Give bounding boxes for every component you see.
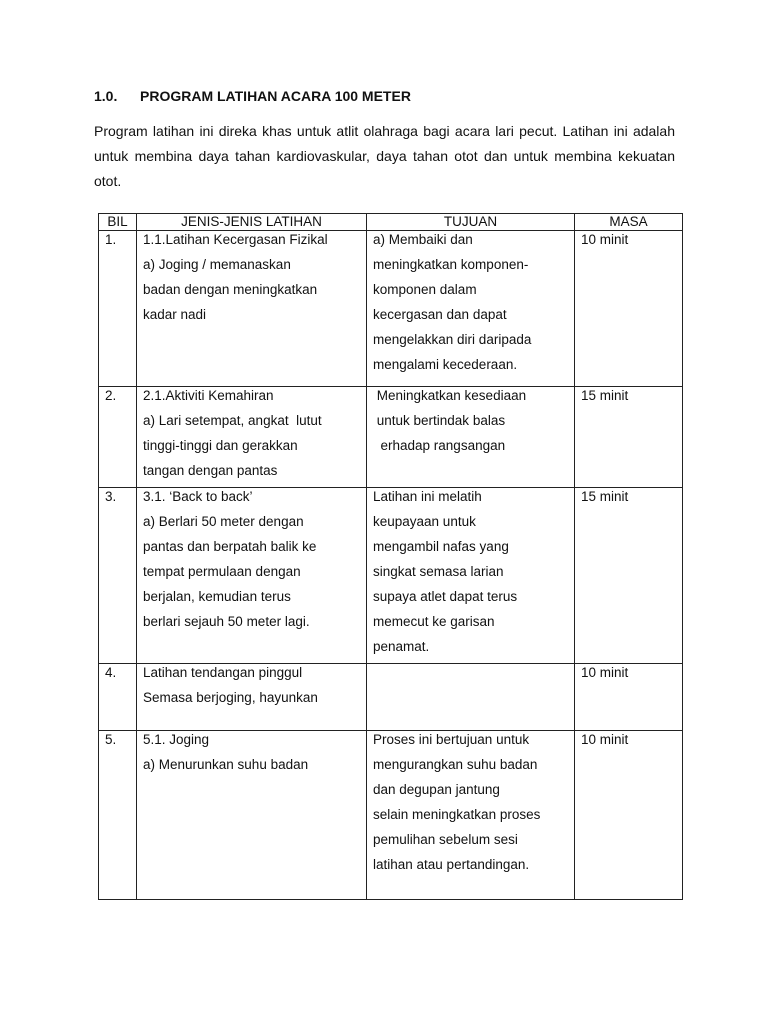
tujuan-line: penamat. xyxy=(373,639,430,654)
tujuan-line: pemulihan sebelum sesi xyxy=(373,832,518,847)
bil-number: 4. xyxy=(105,665,117,680)
jenis-line: kadar nadi xyxy=(143,307,207,322)
cell-bil xyxy=(99,664,137,731)
tujuan-line: kecergasan dan dapat xyxy=(373,307,507,322)
jenis-line: 1.1.Latihan Kecergasan Fizikal xyxy=(143,232,328,247)
cell-tujuan xyxy=(367,387,575,488)
jenis-line: Semasa berjoging, hayunkan xyxy=(143,690,318,705)
jenis-line: 2.1.Aktiviti Kemahiran xyxy=(143,388,274,403)
table-row xyxy=(99,731,683,900)
tujuan-line: mengelakkan diri daripada xyxy=(373,332,532,347)
jenis-line: pantas dan berpatah balik ke xyxy=(143,539,317,554)
tujuan-line: dan degupan jantung xyxy=(373,782,500,797)
tujuan-line: erhadap rangsangan xyxy=(373,438,506,453)
cell-tujuan xyxy=(367,731,575,900)
masa-duration: 10 minit xyxy=(581,732,629,747)
jenis-line: berlari sejauh 50 meter lagi. xyxy=(143,614,310,629)
tujuan-line: Proses ini bertujuan untuk xyxy=(373,732,530,747)
bil-number: 5. xyxy=(105,732,117,747)
table-row xyxy=(99,231,683,387)
tujuan-line: komponen dalam xyxy=(373,282,477,297)
jenis-line: 5.1. Joging xyxy=(143,732,210,747)
cell-tujuan xyxy=(367,231,575,387)
jenis-line: badan dengan meningkatkan xyxy=(143,282,318,297)
tujuan-line: latihan atau pertandingan. xyxy=(373,857,530,872)
jenis-line: a) Joging / memanaskan xyxy=(143,257,291,272)
cell-masa xyxy=(575,387,683,488)
tujuan-line: memecut ke garisan xyxy=(373,614,495,629)
jenis-line: Latihan tendangan pinggul xyxy=(143,665,303,680)
cell-masa xyxy=(575,488,683,664)
table-row xyxy=(99,488,683,664)
jenis-line: a) Lari setempat, angkat lutut xyxy=(143,413,322,428)
tujuan-line: mengurangkan suhu badan xyxy=(373,757,538,772)
table-row xyxy=(99,664,683,731)
cell-jenis xyxy=(137,731,367,900)
jenis-line: a) Berlari 50 meter dengan xyxy=(143,514,304,529)
intro-paragraph: Program latihan ini direka khas untuk atlit olahraga bagi acara lari pecut. Latihan ini adalah untuk membina daya tahan kardiovaskular, daya tahan otot dan untuk membina kekuatan otot. xyxy=(94,123,675,189)
masa-duration: 10 minit xyxy=(581,232,629,247)
section-title: PROGRAM LATIHAN ACARA 100 METER xyxy=(140,88,411,104)
cell-tujuan xyxy=(367,664,575,731)
cell-bil xyxy=(99,731,137,900)
cell-masa xyxy=(575,231,683,387)
cell-masa xyxy=(575,664,683,731)
tujuan-line: supaya atlet dapat terus xyxy=(373,589,518,604)
tujuan-line: Latihan ini melatih xyxy=(373,489,482,504)
jenis-line: 3.1. ‘Back to back’ xyxy=(143,489,253,504)
cell-masa xyxy=(575,731,683,900)
cell-bil xyxy=(99,231,137,387)
header-masa: MASA xyxy=(575,214,683,231)
cell-jenis xyxy=(137,387,367,488)
tujuan-line: mengalami kecederaan. xyxy=(373,357,518,372)
tujuan-line: selain meningkatkan proses xyxy=(373,807,541,822)
tujuan-line: keupayaan untuk xyxy=(373,514,476,529)
header-jenis: JENIS-JENIS LATIHAN xyxy=(137,214,367,231)
jenis-line: tangan dengan pantas xyxy=(143,463,278,478)
tujuan-line: mengambil nafas yang xyxy=(373,539,509,554)
jenis-line: a) Menurunkan suhu badan xyxy=(143,757,309,772)
jenis-line: tinggi-tinggi dan gerakkan xyxy=(143,438,298,453)
header-tujuan: TUJUAN xyxy=(367,214,575,231)
section-heading xyxy=(94,88,411,104)
table-header-row xyxy=(99,214,683,231)
cell-bil xyxy=(99,387,137,488)
training-program-table xyxy=(98,213,683,900)
cell-jenis xyxy=(137,488,367,664)
tujuan-line: untuk bertindak balas xyxy=(373,413,506,428)
jenis-line: tempat permulaan dengan xyxy=(143,564,301,579)
tujuan-line: singkat semasa larian xyxy=(373,564,504,579)
bil-number: 2. xyxy=(105,388,117,403)
masa-duration: 15 minit xyxy=(581,489,629,504)
cell-bil xyxy=(99,488,137,664)
bil-number: 1. xyxy=(105,232,117,247)
header-bil: BIL xyxy=(99,214,137,231)
masa-duration: 10 minit xyxy=(581,665,629,680)
bil-number: 3. xyxy=(105,489,117,504)
cell-jenis xyxy=(137,231,367,387)
section-number: 1.0. xyxy=(94,88,118,104)
table-row xyxy=(99,387,683,488)
cell-tujuan xyxy=(367,488,575,664)
tujuan-line: a) Membaiki dan xyxy=(373,232,473,247)
jenis-line: berjalan, kemudian terus xyxy=(143,589,291,604)
cell-jenis xyxy=(137,664,367,731)
masa-duration: 15 minit xyxy=(581,388,629,403)
tujuan-line: Meningkatkan kesediaan xyxy=(373,388,527,403)
tujuan-line: meningkatkan komponen- xyxy=(373,257,529,272)
